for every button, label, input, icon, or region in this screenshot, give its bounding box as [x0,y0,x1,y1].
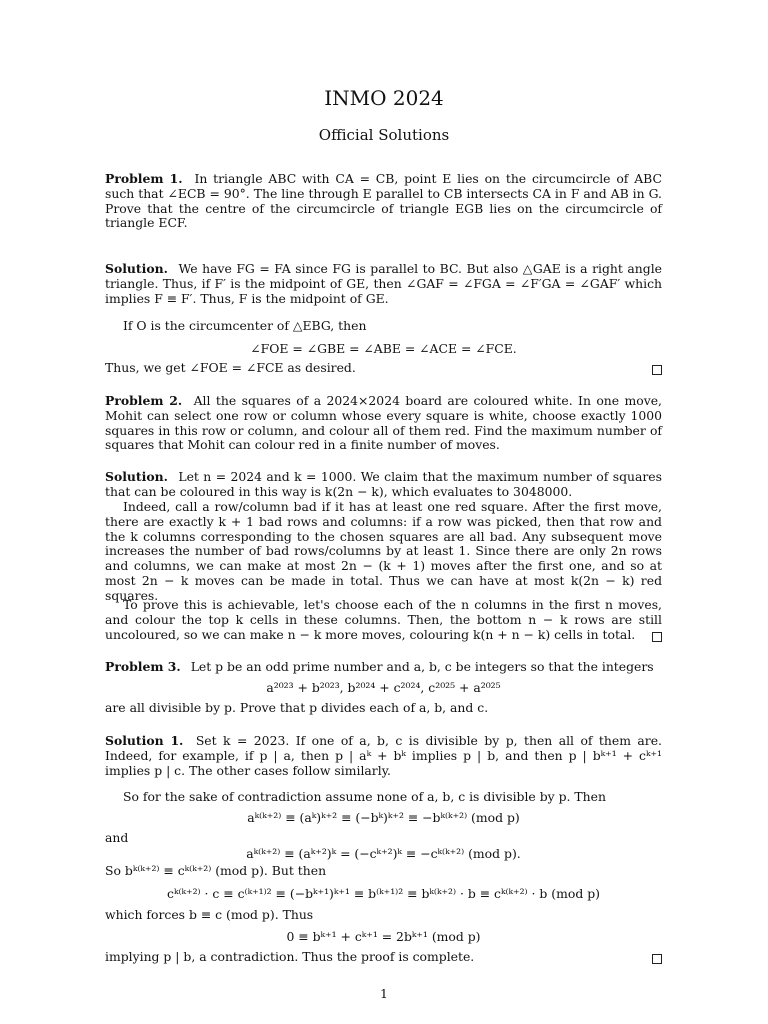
solution-2-construction-text: To prove this is achievable, let's choose each of the n columns in the first n moves, and colour the top k cells in these columns. Then, the bottom n − k rows are still uncoloured, so we can make n − k more moves, colouring k(n + n − k) cells in total. [105,597,662,642]
solution-2-argument: Indeed, call a row/column bad if it has at least one red square. After the first move, there are exactly k + 1 bad rows and columns: if a row was picked, then that row and the k columns corresponding to the chosen squares are all bad. Any subsequent move increases the number of bad rows/columns by at least 1. Since there are only 2n rows and columns, we can make at most 2n − (k + 1) moves after the first one, and so at most 2n − k moves can be made in total. Thus we can have at most k(2n − k) red squares. [105,499,662,603]
problem-2-label: Problem 2. [105,393,183,408]
solution-3-equation-4: 0 ≡ bᵏ⁺¹ + cᵏ⁺¹ = 2bᵏ⁺¹ (mod p) [286,929,481,944]
qed-box-icon [652,632,662,642]
problem-2-text: All the squares of a 2024×2024 board are coloured white. In one move, Mohit can select one row or column whose every square is white, choose exactly 1000 squares in this row or column, and colour all of them red. Find the maximum number of squares that Mohit can colour red in a finite number of moves. [105,393,662,453]
solution-2 [105,470,662,500]
solution-3-conclusion [105,950,662,965]
solution-2-text: Let n = 2024 and k = 1000. We claim that the maximum number of squares that can be coloured in this way is k(2n − k), which evaluates to 3048000. [105,469,662,499]
solution-3-label: Solution 1. [105,733,184,748]
solution-3-equation-3: cᵏ⁽ᵏ⁺²⁾ · c ≡ c⁽ᵏ⁺¹⁾² ≡ (−bᵏ⁺¹)ᵏ⁺¹ ≡ b⁽ᵏ⁺¹⁾² ≡ bᵏ⁽ᵏ⁺²⁾ · b ≡ cᵏ⁽ᵏ⁺²⁾ · b (mod p) [167,886,600,901]
solution-3-equation-1: aᵏ⁽ᵏ⁺²⁾ ≡ (aᵏ)ᵏ⁺² ≡ (−bᵏ)ᵏ⁺² ≡ −bᵏ⁽ᵏ⁺²⁾ (mod p) [247,810,520,825]
problem-3-label: Problem 3. [105,659,181,674]
page-number: 1 [380,986,388,1001]
problem-3-text: Let p be an odd prime number and a, b, c be integers so that the integers [190,659,654,674]
problem-1-text: In triangle ABC with CA = CB, point E lies on the circumcircle of ABC such that ∠ECB = 90°. The line through E parallel to CB intersects CA in F and AB in G. Prove that the centre of the circumcircle of triangle EGB lies on the circumcircle of triangle ECF. [105,171,662,231]
document-title: INMO 2024 [324,86,444,110]
solution-3-forces: which forces b ≡ c (mod p). Thus [105,907,314,922]
solution-1-text: We have FG = FA since FG is parallel to BC. But also △GAE is a right angle triangle. Thus, if F′ is the midpoint of GE, then ∠GAF = ∠FGA = ∠F′GA = ∠GAF′ which implies F ≡ F′. Thus, F is the midpoint of GE. [105,261,662,306]
problem-1-label: Problem 1. [105,171,183,186]
solution-2-label: Solution. [105,469,168,484]
problem-1 [105,172,662,231]
solution-1-conclusion-text: Thus, we get ∠FOE = ∠FCE as desired. [105,360,356,375]
problem-3 [105,660,662,675]
solution-3-text: Set k = 2023. If one of a, b, c is divisible by p, then all of them are. Indeed, for example, if p | a, then p | aᵏ + bᵏ implies p | b, and then p | bᵏ⁺¹ + cᵏ⁺¹ implies p | c. The other cases follow similarly. [105,733,662,778]
solution-3-equation-2: aᵏ⁽ᵏ⁺²⁾ ≡ (aᵏ⁺²)ᵏ = (−cᵏ⁺²)ᵏ ≡ −cᵏ⁽ᵏ⁺²⁾ (mod p). [246,846,521,861]
qed-box-icon [652,365,662,375]
solution-3-step: So bᵏ⁽ᵏ⁺²⁾ ≡ cᵏ⁽ᵏ⁺²⁾ (mod p). But then [105,863,327,878]
solution-3-assumption: So for the sake of contradiction assume none of a, b, c is divisible by p. Then [123,789,606,804]
solution-3-conclusion-text: implying p | b, a contradiction. Thus the proof is complete. [105,949,475,964]
solution-1-intro: If O is the circumcenter of △EBG, then [123,318,367,333]
solution-1-label: Solution. [105,261,168,276]
solution-1-conclusion [105,361,662,376]
problem-3-statement: are all divisible by p. Prove that p divides each of a, b, and c. [105,700,489,715]
problem-3-equation: a²⁰²³ + b²⁰²³, b²⁰²⁴ + c²⁰²⁴, c²⁰²⁵ + a²⁰²⁵ [266,680,501,695]
solution-1 [105,262,662,306]
solution-2-construction [105,598,662,642]
problem-2 [105,394,662,453]
solution-3-and: and [105,830,129,845]
solution-3 [105,734,662,778]
qed-box-icon [652,954,662,964]
solution-1-equation: ∠FOE = ∠GBE = ∠ABE = ∠ACE = ∠FCE. [250,341,517,356]
document-subtitle: Official Solutions [318,126,450,144]
